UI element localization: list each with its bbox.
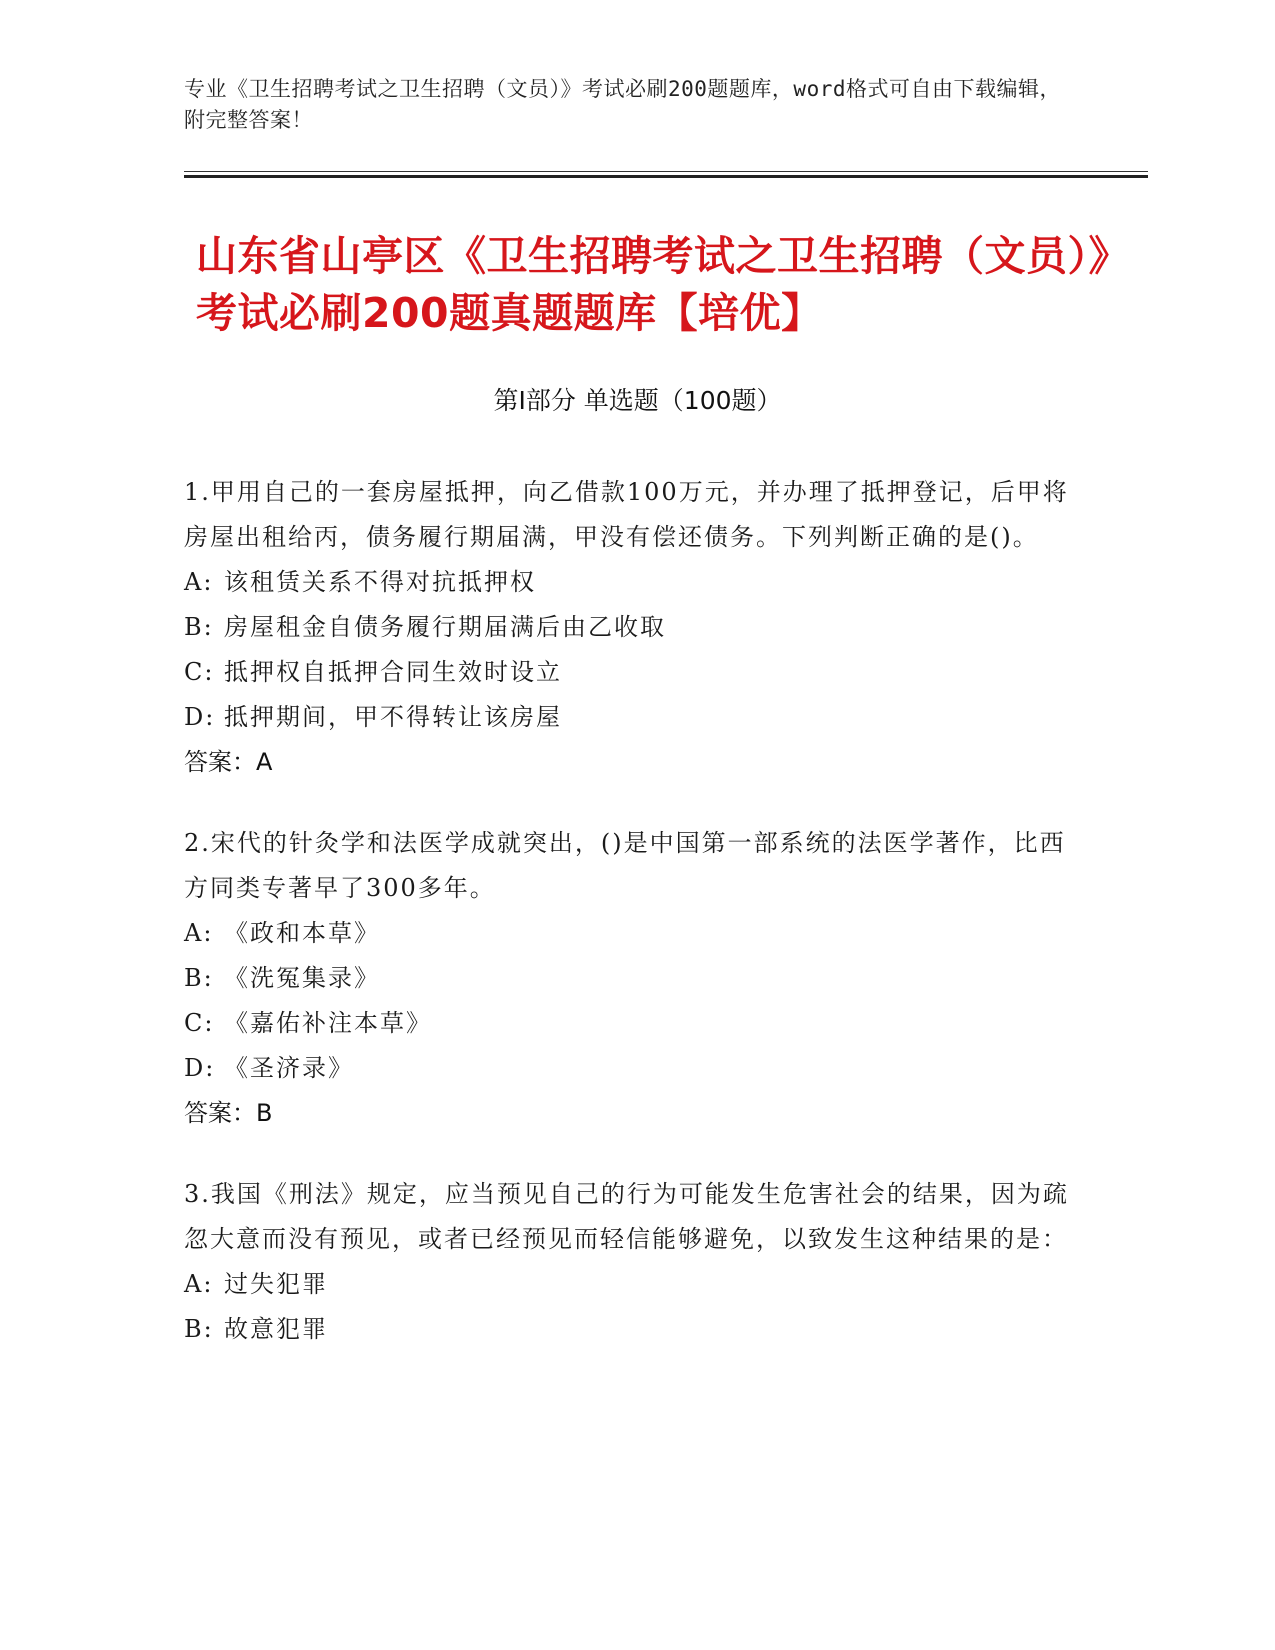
option-text: 故意犯罪 bbox=[224, 1315, 328, 1343]
option-a bbox=[184, 911, 1084, 956]
option-b bbox=[184, 605, 1084, 650]
document-title: 山东省山亭区《卫生招聘考试之卫生招聘（文员）》考试必刷200题真题题库【培优】 bbox=[196, 232, 1110, 337]
question-1 bbox=[184, 470, 1084, 785]
option-letter: A: bbox=[184, 1270, 214, 1298]
answer-label: 答案：A bbox=[184, 748, 273, 776]
section-heading: 第Ⅰ部分 单选题（100题） bbox=[493, 386, 782, 415]
option-text: 房屋租金自债务履行期届满后由乙收取 bbox=[224, 613, 666, 641]
question-list bbox=[184, 470, 1084, 1388]
option-a bbox=[184, 560, 1084, 605]
option-b bbox=[184, 1307, 1084, 1352]
option-d bbox=[184, 695, 1084, 740]
option-letter: D: bbox=[184, 1054, 216, 1082]
option-c bbox=[184, 1001, 1084, 1046]
answer-label: 答案：B bbox=[184, 1099, 273, 1127]
option-text: 《圣济录》 bbox=[224, 1054, 354, 1082]
question-stem: 1.甲用自己的一套房屋抵押，向乙借款100万元，并办理了抵押登记，后甲将房屋出租给丙，债务履行期届满，甲没有偿还债务。下列判断正确的是()。 bbox=[184, 478, 1069, 551]
option-letter: C: bbox=[184, 1009, 215, 1037]
question-stem: 3.我国《刑法》规定，应当预见自己的行为可能发生危害社会的结果，因为疏忽大意而没有预见，或者已经预见而轻信能够避免，以致发生这种结果的是： bbox=[184, 1180, 1069, 1253]
option-letter: B: bbox=[184, 1315, 214, 1343]
header-rule-thick bbox=[184, 175, 1148, 178]
option-text: 抵押权自抵押合同生效时设立 bbox=[224, 658, 562, 686]
option-letter: A: bbox=[184, 919, 214, 947]
option-text: 过失犯罪 bbox=[224, 1270, 328, 1298]
option-c bbox=[184, 650, 1084, 695]
option-text: 《嘉佑补注本草》 bbox=[224, 1009, 432, 1037]
option-letter: A: bbox=[184, 568, 214, 596]
header-note: 专业《卫生招聘考试之卫生招聘（文员）》考试必刷200题题库，word格式可自由下载编辑，附完整答案！ bbox=[184, 77, 1061, 132]
option-text: 抵押期间，甲不得转让该房屋 bbox=[224, 703, 562, 731]
option-letter: B: bbox=[184, 964, 214, 992]
question-3 bbox=[184, 1172, 1084, 1352]
option-text: 该租赁关系不得对抗抵押权 bbox=[224, 568, 536, 596]
header-rule-thin bbox=[184, 171, 1148, 172]
question-stem: 2.宋代的针灸学和法医学成就突出，()是中国第一部系统的法医学著作，比西方同类专著早了300多年。 bbox=[184, 829, 1066, 902]
option-a bbox=[184, 1262, 1084, 1307]
option-letter: D: bbox=[184, 703, 216, 731]
option-letter: B: bbox=[184, 613, 214, 641]
question-2 bbox=[184, 821, 1084, 1136]
option-d bbox=[184, 1046, 1084, 1091]
option-b bbox=[184, 956, 1084, 1001]
option-text: 《政和本草》 bbox=[224, 919, 380, 947]
option-letter: C: bbox=[184, 658, 215, 686]
option-text: 《洗冤集录》 bbox=[224, 964, 380, 992]
